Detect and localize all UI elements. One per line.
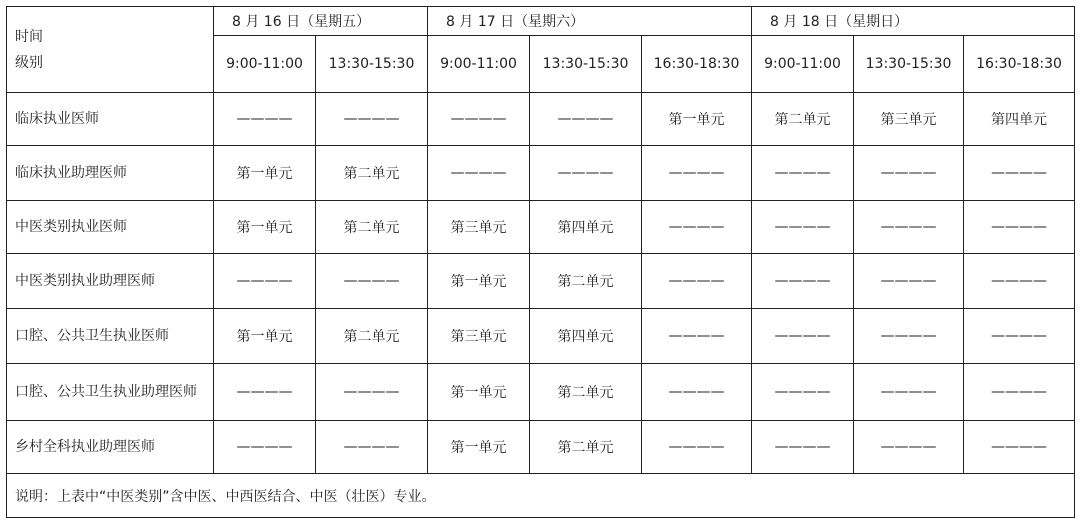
schedule-cell: 第二单元 xyxy=(530,421,642,474)
time-slot: 13:30-15:30 xyxy=(530,36,642,93)
level-label: 中医类别执业医师 xyxy=(7,201,214,254)
schedule-cell: ———— xyxy=(854,254,964,309)
level-label: 临床执业医师 xyxy=(7,93,214,146)
schedule-cell: ———— xyxy=(854,146,964,201)
schedule-cell: ———— xyxy=(854,201,964,254)
schedule-cell: ———— xyxy=(316,254,428,309)
schedule-cell: ———— xyxy=(530,146,642,201)
time-slot: 9:00-11:00 xyxy=(428,36,530,93)
schedule-cell: ———— xyxy=(214,364,316,421)
level-label: 口腔、公共卫生执业医师 xyxy=(7,309,214,364)
schedule-cell: ———— xyxy=(854,364,964,421)
schedule-cell: ———— xyxy=(752,309,854,364)
schedule-cell: ———— xyxy=(214,93,316,146)
schedule-cell: 第二单元 xyxy=(316,146,428,201)
schedule-cell: ———— xyxy=(964,254,1075,309)
schedule-cell: 第二单元 xyxy=(530,254,642,309)
schedule-cell: 第一单元 xyxy=(214,309,316,364)
table-row xyxy=(7,93,1075,146)
note-row xyxy=(7,474,1075,518)
schedule-cell: ———— xyxy=(316,364,428,421)
schedule-cell: ———— xyxy=(964,421,1075,474)
schedule-cell: ———— xyxy=(642,201,752,254)
exam-schedule-table xyxy=(6,6,1075,518)
schedule-cell: ———— xyxy=(752,201,854,254)
schedule-cell: 第一单元 xyxy=(428,254,530,309)
schedule-cell: 第二单元 xyxy=(316,309,428,364)
schedule-cell: ———— xyxy=(964,201,1075,254)
time-slot: 9:00-11:00 xyxy=(752,36,854,93)
table-row xyxy=(7,201,1075,254)
date-header-aug18: 8 月 18 日（星期日） xyxy=(752,7,1075,36)
time-slot: 13:30-15:30 xyxy=(316,36,428,93)
schedule-cell: ———— xyxy=(428,146,530,201)
schedule-cell: ———— xyxy=(316,421,428,474)
schedule-cell: ———— xyxy=(752,146,854,201)
time-slot: 16:30-18:30 xyxy=(964,36,1075,93)
level-label: 乡村全科执业助理医师 xyxy=(7,421,214,474)
time-slot: 13:30-15:30 xyxy=(854,36,964,93)
schedule-cell: 第二单元 xyxy=(316,201,428,254)
table-note: 说明：上表中“中医类别”含中医、中西医结合、中医（壮医）专业。 xyxy=(7,474,1075,518)
corner-level-label: 级别 xyxy=(15,54,43,71)
schedule-cell: ———— xyxy=(316,93,428,146)
schedule-cell: ———— xyxy=(214,254,316,309)
schedule-cell: 第一单元 xyxy=(428,421,530,474)
schedule-cell: ———— xyxy=(530,93,642,146)
schedule-cell: ———— xyxy=(964,146,1075,201)
table-row xyxy=(7,146,1075,201)
schedule-cell: ———— xyxy=(642,254,752,309)
schedule-cell: ———— xyxy=(854,309,964,364)
date-header-aug17: 8 月 17 日（星期六） xyxy=(428,7,752,36)
schedule-cell: 第四单元 xyxy=(964,93,1075,146)
table-row xyxy=(7,364,1075,421)
header-date-row xyxy=(7,7,1075,36)
schedule-cell: ———— xyxy=(642,146,752,201)
schedule-cell: 第一单元 xyxy=(214,146,316,201)
time-slot: 16:30-18:30 xyxy=(642,36,752,93)
schedule-cell: 第三单元 xyxy=(428,309,530,364)
schedule-cell: 第四单元 xyxy=(530,201,642,254)
schedule-cell: ———— xyxy=(214,421,316,474)
schedule-cell: 第一单元 xyxy=(428,364,530,421)
schedule-cell: 第四单元 xyxy=(530,309,642,364)
schedule-cell: 第一单元 xyxy=(214,201,316,254)
schedule-cell: 第三单元 xyxy=(428,201,530,254)
schedule-cell: ———— xyxy=(752,254,854,309)
date-header-aug16: 8 月 16 日（星期五） xyxy=(214,7,428,36)
table-row xyxy=(7,309,1075,364)
corner-header xyxy=(7,7,214,93)
time-slot: 9:00-11:00 xyxy=(214,36,316,93)
level-label: 口腔、公共卫生执业助理医师 xyxy=(7,364,214,421)
schedule-cell: 第二单元 xyxy=(530,364,642,421)
schedule-cell: ———— xyxy=(752,421,854,474)
schedule-cell: ———— xyxy=(642,309,752,364)
level-label: 临床执业助理医师 xyxy=(7,146,214,201)
schedule-cell: 第一单元 xyxy=(642,93,752,146)
level-label: 中医类别执业助理医师 xyxy=(7,254,214,309)
schedule-cell: ———— xyxy=(428,93,530,146)
schedule-cell: 第三单元 xyxy=(854,93,964,146)
schedule-cell: ———— xyxy=(642,364,752,421)
table-row xyxy=(7,254,1075,309)
schedule-cell: ———— xyxy=(752,364,854,421)
corner-time-label: 时间 xyxy=(15,28,43,45)
schedule-cell: ———— xyxy=(964,309,1075,364)
schedule-cell: 第二单元 xyxy=(752,93,854,146)
schedule-cell: ———— xyxy=(854,421,964,474)
schedule-cell: ———— xyxy=(642,421,752,474)
table-row xyxy=(7,421,1075,474)
schedule-cell: ———— xyxy=(964,364,1075,421)
